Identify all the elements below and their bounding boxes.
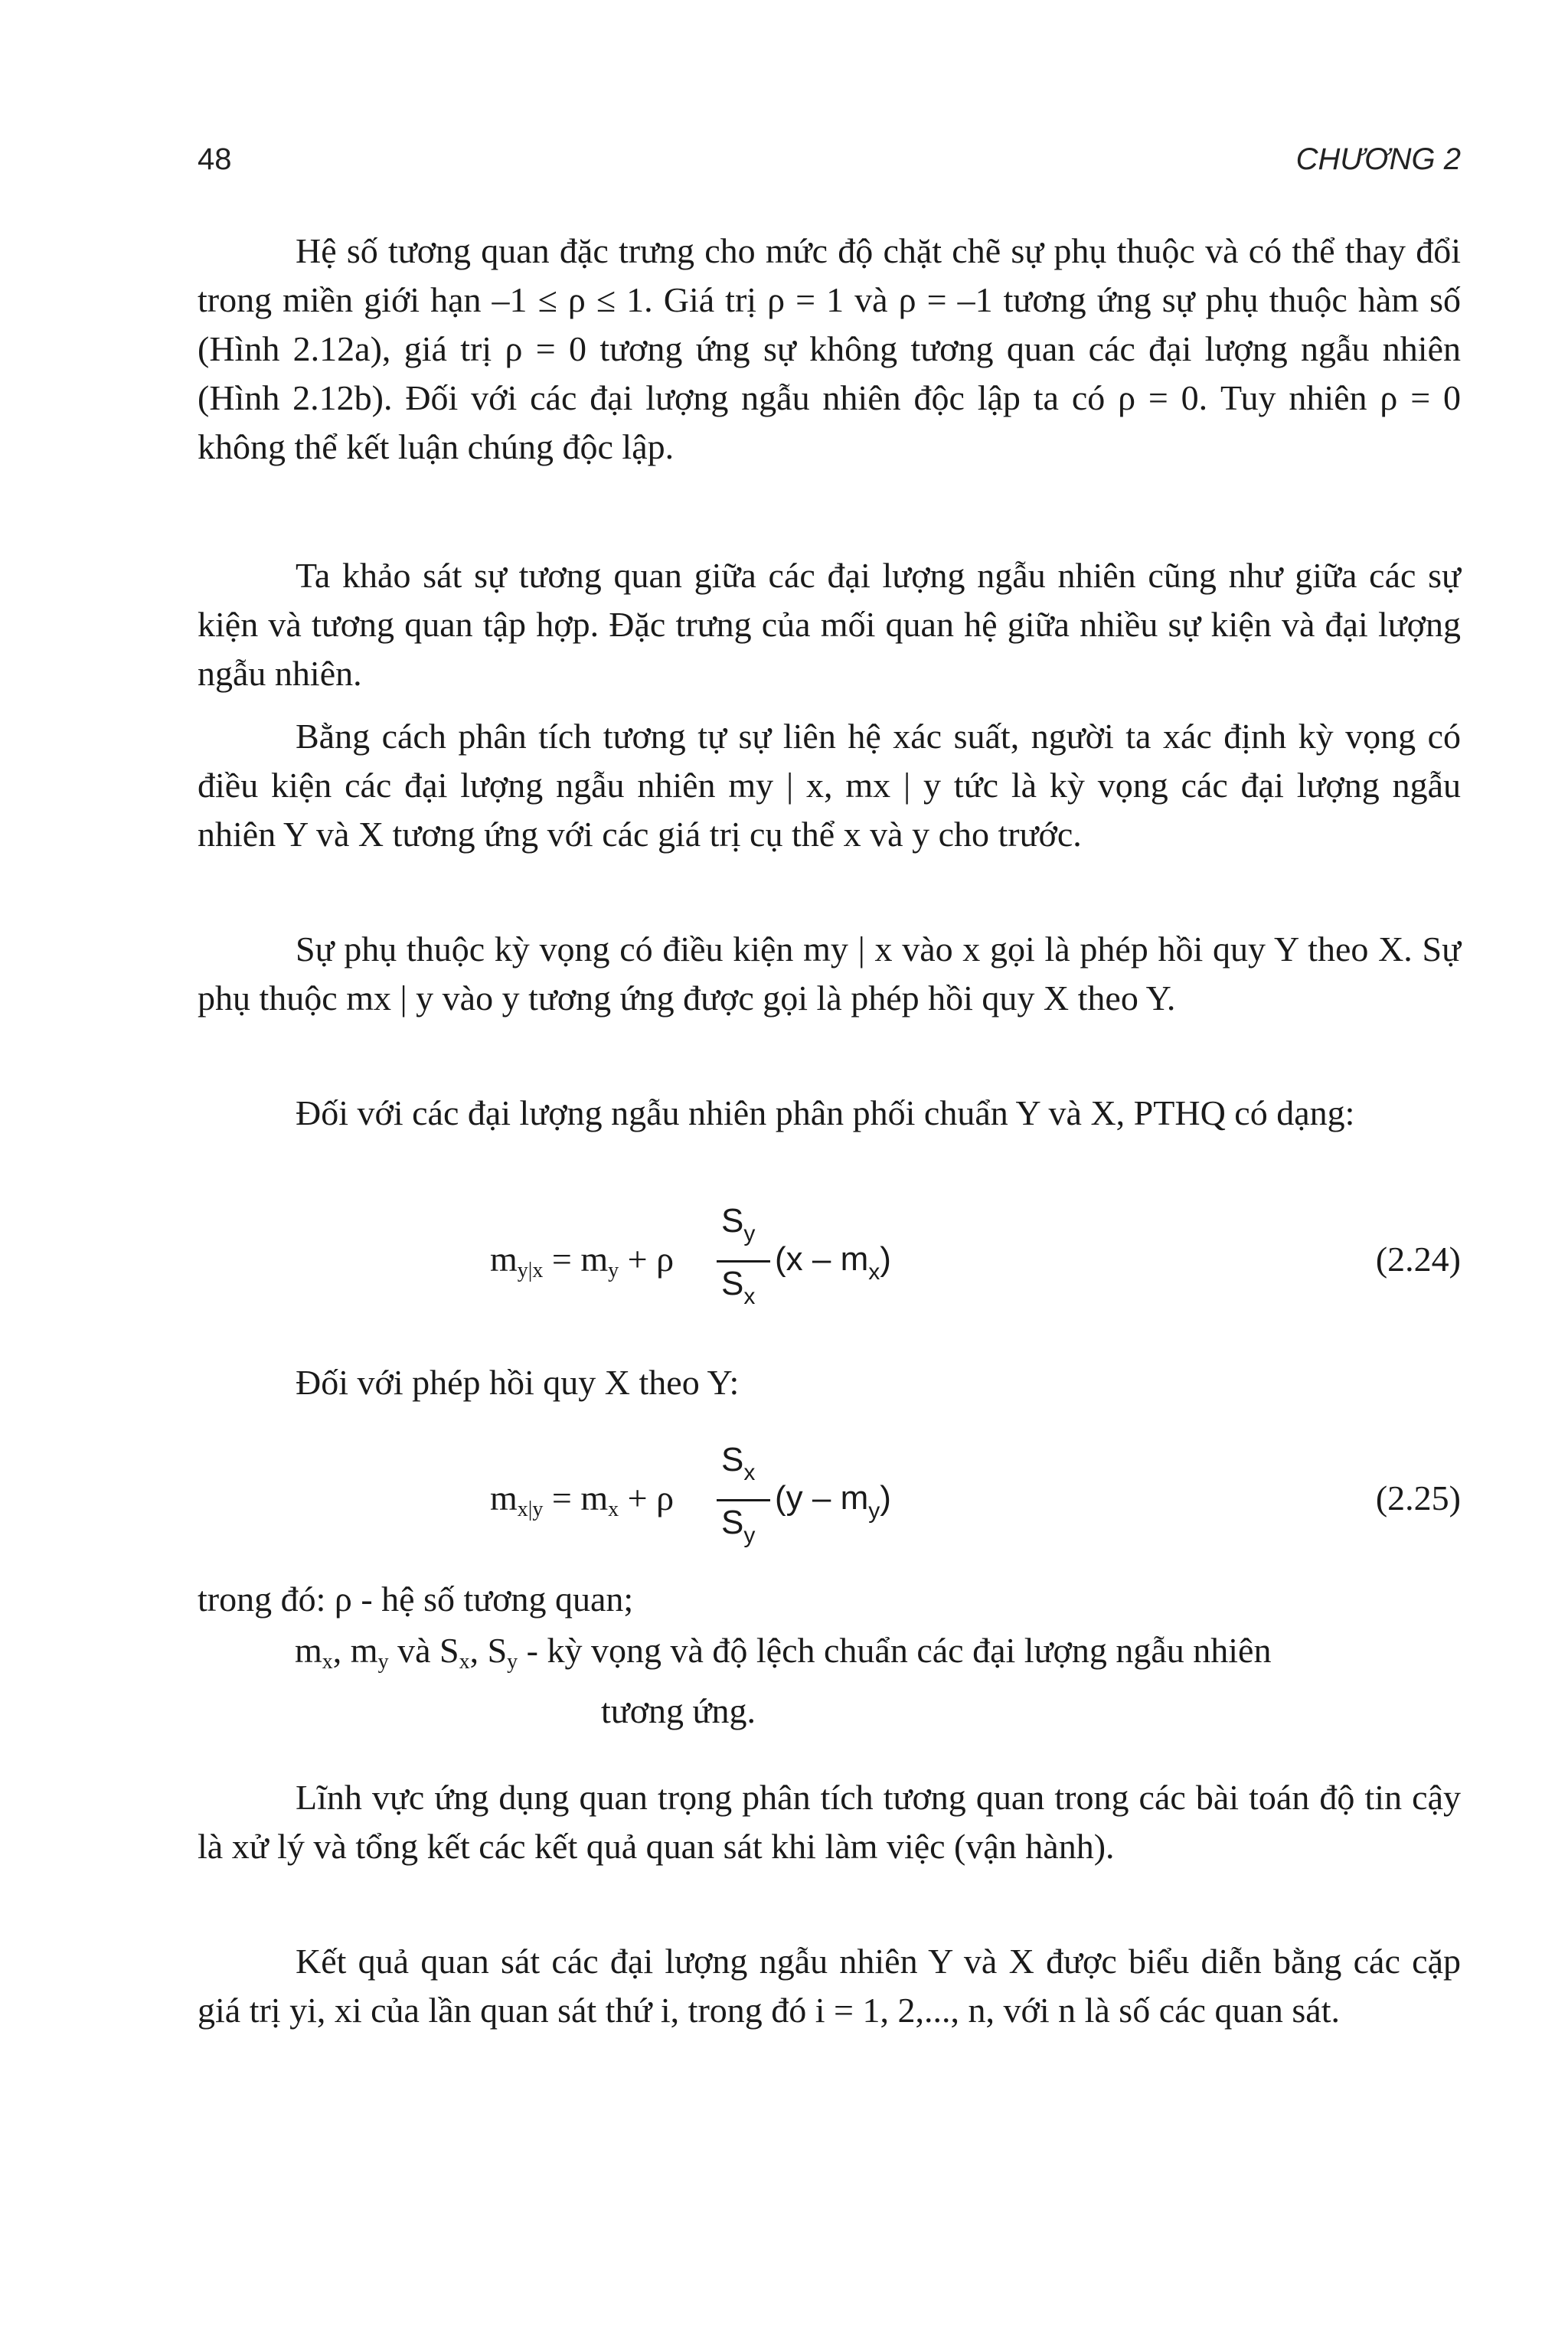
paragraph-regression-x-on-y — [198, 1358, 1461, 1407]
page-number: 48 — [198, 142, 232, 176]
paragraph-conditional-expectation — [198, 712, 1461, 859]
paragraph-text: Kết quả quan sát các đại lượng ngẫu nhiên Y và X được biểu diễn bằng các cặp giá trị yi, xi của lần quan sát thứ i, trong đó i = 1, 2,..., n, với n là số các quan sát. — [198, 1942, 1461, 2030]
paragraph-normal-distribution — [198, 1089, 1461, 1138]
paragraph-text: Ta khảo sát sự tương quan giữa các đại lượng ngẫu nhiên cũng như giữa các sự kiện và tương quan tập hợp. Đặc trưng của mối quan hệ giữa nhiều sự kiện và đại lượng ngẫu nhiên. — [198, 556, 1461, 693]
paragraph-correlation-coefficient — [198, 227, 1461, 472]
definition-continuation: tương ứng. — [601, 1691, 756, 1730]
equation-2-25 — [459, 1441, 1461, 1563]
paragraph-correlation-survey — [198, 551, 1461, 698]
paragraph-observations — [198, 1937, 1461, 2035]
equation-rhs: $(x - m_x)$ — [775, 1240, 891, 1285]
paragraph-regression-definition — [198, 925, 1461, 1023]
equation-number: (2.24) — [1375, 1240, 1461, 1279]
equation-fraction: $S_x$ $S_y$ — [717, 1441, 770, 1556]
equation-fraction: $S_y$ $S_x$ — [717, 1202, 770, 1317]
paragraph-text: Lĩnh vực ứng dụng quan trọng phân tích tương quan trong các bài toán độ tin cậy là xử lý và tổng kết các kết quả quan sát khi làm việc (vận hành). — [198, 1778, 1461, 1866]
paragraph-text: Sự phụ thuộc kỳ vọng có điều kiện my | x vào x gọi là phép hồi quy Y theo X. Sự phụ thuộc mx | y vào y tương ứng được gọi là phép hồi quy X theo Y. — [198, 929, 1461, 1018]
definition-intro: trong đó: ρ - hệ số tương quan; — [198, 1579, 634, 1619]
paragraph-text: Bằng cách phân tích tương tự sự liên hệ xác suất, người ta xác định kỳ vọng có điều kiện các đại lượng ngẫu nhiên my | x, mx | y tức là kỳ vọng các đại lượng ngẫu nhiên Y và X tương ứng với các giá trị cụ thể x và y cho trước. — [198, 717, 1461, 854]
paragraph-text: Đối với phép hồi quy X theo Y: — [296, 1363, 740, 1402]
equation-rhs: $(y - m_y)$ — [775, 1479, 891, 1524]
equation-lhs: $m_{y|x} = m_y + \rho$ — [490, 1240, 675, 1282]
equation-lhs: $m_{x|y} = m_x + \rho$ — [490, 1478, 675, 1521]
chapter-title: CHƯƠNG 2 — [1295, 142, 1461, 176]
paragraph-text: Đối với các đại lượng ngẫu nhiên phân phối chuẩn Y và X, PTHQ có dạng: — [296, 1093, 1355, 1132]
equation-number: (2.25) — [1375, 1478, 1461, 1517]
definition-variables: $m_x$, $m_y$ và $S_x$, $S_y$ - kỳ vọng và độ lệch chuẩn các đại lượng ngẫu nhiên tương ứng. — [295, 1626, 1461, 1736]
fraction-bar — [717, 1499, 770, 1501]
paragraph-application — [198, 1773, 1461, 1871]
paragraph-text: Hệ số tương quan đặc trưng cho mức độ chặt chẽ sự phụ thuộc và có thể thay đổi trong miền giới hạn –1 ≤ ρ ≤ 1. Giá trị ρ = 1 và ρ = –1 tương ứng sự phụ thuộc hàm số (Hình 2.12a), giá trị ρ = 0 tương ứng sự không tương quan các đại lượng ngẫu nhiên (Hình 2.12b). Đối với các đại lượng ngẫu nhiên độc lập ta có ρ = 0. Tuy nhiên ρ = 0 không thể kết luận chúng độc lập. — [198, 231, 1461, 466]
equation-2-24 — [459, 1202, 1461, 1325]
fraction-bar — [717, 1260, 770, 1263]
